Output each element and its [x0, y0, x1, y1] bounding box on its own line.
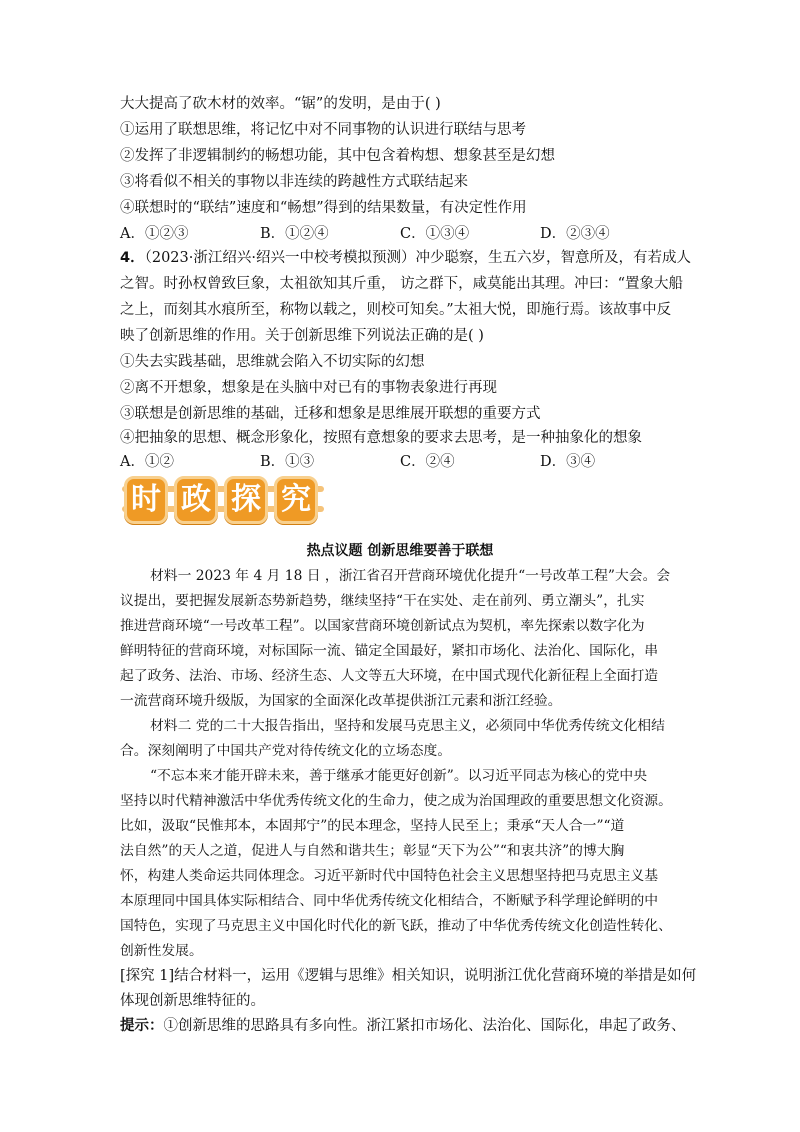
q4-options	[120, 450, 680, 470]
section-banner	[118, 470, 328, 532]
q3-item-2: ②发挥了非逻辑制约的畅想功能，其中包含着构想、想象甚至是幻想	[120, 148, 555, 164]
material2-line-9: 国特色，实现了马克思主义中国化时代化的新飞跃，推动了中华优秀传统文化创造性转化、	[120, 918, 672, 934]
q4-item-2: ②离不开想象，想象是在头脑中对已有的事物表象进行再现	[120, 380, 497, 396]
material2-line-7: 怀，构建人类命运共同体理念。习近平新时代中国特色社会主义思想坚持把马克思主义基	[120, 868, 659, 884]
material2-line-4: 坚持以时代精神激活中华优秀传统文化的生命力，使之成为治国理政的重要思想文化资源。	[120, 793, 672, 809]
explore1-line-2: 体现创新思维特征的。	[120, 993, 265, 1009]
q3-item-3: ③将看似不相关的事物以非连续的跨越性方式联结起来	[120, 174, 468, 190]
q4-option-c: C．②④	[400, 454, 455, 470]
material1-line-2: 议提出，要把握发展新态势新趋势，继续坚持“干在实处、走在前列、勇立潮头”，扎实	[120, 593, 645, 609]
banner-char-2: 政	[174, 476, 218, 524]
q3-option-a: A．①②③	[120, 226, 189, 242]
q4-line-4: 映了创新思维的作用。关于创新思维下列说法正确的是( )	[120, 328, 484, 344]
material2-line-3: “不忘本来才能开辟未来，善于继承才能更好创新”。以习近平同志为核心的党中央	[150, 768, 647, 784]
banner-char-4: 究	[274, 476, 318, 524]
q3-option-d: D．②③④	[540, 226, 610, 242]
material2-line-8: 本原理同中国具体实际相结合、同中华优秀传统文化相结合，不断赋予科学理论鲜明的中	[120, 893, 659, 909]
material2-line-6: 法自然”的天人之道，促进人与自然和谐共生；彰显“天下为公”“和衷共济”的博大胸	[120, 843, 625, 859]
q3-option-c: C．①③④	[400, 226, 470, 242]
q4-option-a: A．①②	[120, 454, 174, 470]
q4-line-2: 之智。时孙权曾致巨象，太祖欲知其斤重， 访之群下，咸莫能出其理。冲曰：“置象大船	[120, 276, 684, 292]
material1-line-6: 一流营商环境升级版，为国家的全面深化改革提供浙江元素和浙江经验。	[120, 693, 562, 709]
material1-line-1: 材料一 2023 年 4 月 18 日 ，浙江省召开营商环境优化提升“一号改革工程”大会。会	[150, 568, 671, 584]
q4-item-4: ④把抽象的思想、概念形象化，按照有意想象的要求去思考，是一种抽象化的想象	[120, 430, 642, 446]
material2-line-10: 创新性发展。	[120, 943, 203, 959]
explore1-line-1: [探究 1]结合材料一，运用《逻辑与思维》相关知识，说明浙江优化营商环境的举措是如何	[120, 968, 697, 984]
hint-line	[120, 1016, 686, 1036]
q4-line-3: 之上，而刻其水痕所至，称物以载之，则校可知矣。”太祖大悦，即施行焉。该故事中反	[120, 302, 672, 318]
q3-item-4: ④联想时的“联结”速度和“畅想”得到的结果数量，有决定性作用	[120, 200, 527, 216]
q3-stem: 大大提高了砍木材的效率。“锯”的发明，是由于( )	[120, 96, 441, 112]
hint-text: ①创新思维的思路具有多向性。浙江紧扣市场化、法治化、国际化，串起了政务、	[163, 1018, 686, 1034]
material2-line-1: 材料二 党的二十大报告指出，坚持和发展马克思主义，必须同中华优秀传统文化相结	[150, 718, 665, 734]
q4-number: 4．	[120, 250, 145, 266]
material2-line-5: 比如，汲取“民惟邦本，本固邦宁”的民本理念，坚持人民至上；秉承“天人合一”“道	[120, 818, 625, 834]
topic-title: 热点议题 创新思维要善于联想	[306, 543, 494, 559]
material1-line-3: 推进营商环境“一号改革工程”。以国家营商环境创新试点为契机，率先探索以数字化为	[120, 618, 645, 634]
banner-char-3: 探	[224, 476, 268, 524]
q4-line-1	[120, 248, 691, 268]
q4-item-3: ③联想是创新思维的基础，迁移和想象是思维展开联想的重要方式	[120, 406, 541, 422]
hint-label: 提示：	[120, 1017, 164, 1034]
q4-option-b: B．①③	[260, 454, 315, 470]
banner-char-1: 时	[124, 476, 168, 524]
material1-line-4: 鲜明特征的营商环境，对标国际一流、锚定全国最好，紧扣市场化、法治化、国际化，串	[120, 643, 659, 659]
q4-option-d: D．③④	[540, 454, 596, 470]
q3-option-b: B．①②④	[260, 226, 329, 242]
q3-item-1: ①运用了联想思维，将记忆中对不同事物的认识进行联结与思考	[120, 122, 526, 138]
material1-line-5: 起了政务、法治、市场、经济生态、人文等五大环境，在中国式现代化新征程上全面打造	[120, 668, 659, 684]
q3-options	[120, 222, 680, 242]
q4-item-1: ①失去实践基础，思维就会陷入不切实际的幻想	[120, 354, 425, 370]
material2-line-2: 合。深刻阐明了中国共产党对待传统文化的立场态度。	[120, 743, 452, 759]
q4-source: （2023·浙江绍兴·绍兴一中校考模拟预测）冲少聪察，生五六岁，智意所及，有若成人	[144, 250, 691, 266]
